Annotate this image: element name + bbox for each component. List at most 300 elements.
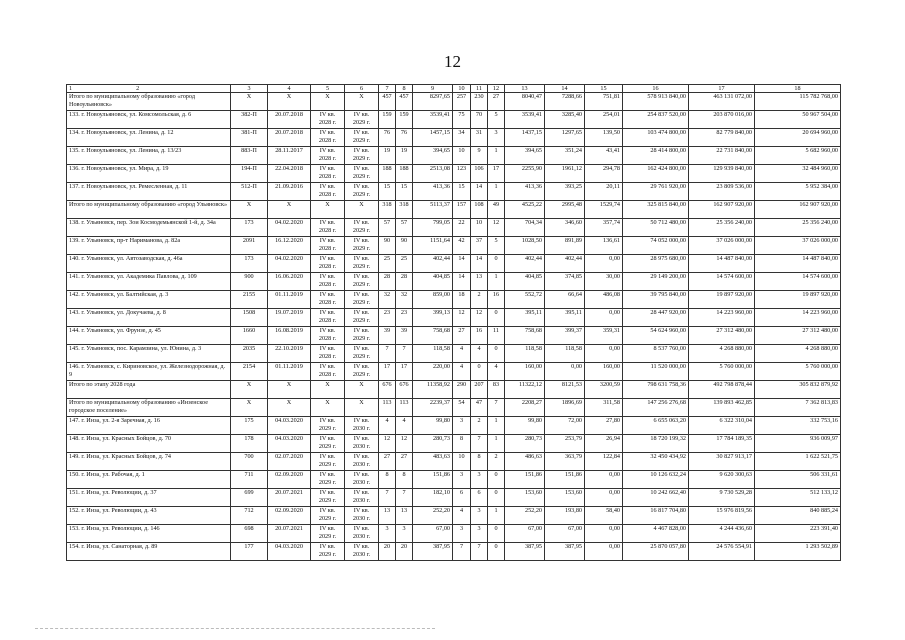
cell-c18: 14 574 600,00 [755,273,841,291]
cell-c12: 1 [488,183,505,201]
cell-c11: 0 [471,363,488,381]
cell-c7: 25 [379,255,396,273]
housing-program-table [66,84,841,561]
cell-c5: IV кв. 2028 г. [311,291,345,309]
cell-c12: 5 [488,111,505,129]
cell-c16: 28 975 680,00 [623,255,689,273]
cell-c5: IV кв. 2029 г. [311,435,345,453]
cell-c11: 6 [471,489,488,507]
cell-c18: 50 967 504,00 [755,111,841,129]
cell-c8: 76 [396,129,413,147]
cell-c11: 31 [471,129,488,147]
cell-c17: 139 893 462,85 [689,399,755,417]
cell-c15: 0,00 [585,309,623,327]
cell-c17: 492 798 878,44 [689,381,755,399]
cell-c8: 7 [396,489,413,507]
cell-c18: 5 682 960,00 [755,147,841,165]
table-row [67,255,841,273]
cell-c15: 20,11 [585,183,623,201]
cell-c4: 04.02.2020 [268,219,311,237]
cell-c14: 891,89 [545,237,585,255]
cell-c4: 28.11.2017 [268,147,311,165]
cell-c18: 162 907 920,00 [755,201,841,219]
table-total-row [67,381,841,399]
cell-c14: 402,44 [545,255,585,273]
table-row [67,345,841,363]
cell-c15: 30,00 [585,273,623,291]
cell-c14: 346,60 [545,219,585,237]
cell-c4: 22.10.2019 [268,345,311,363]
cell-c3: 194-П [231,165,268,183]
cell-c16: 32 450 434,92 [623,453,689,471]
cell-c3: 1508 [231,309,268,327]
cell-c16: 254 837 520,00 [623,111,689,129]
cell-c4: 04.03.2020 [268,435,311,453]
cell-c7: 676 [379,381,396,399]
cell-c3: 178 [231,435,268,453]
cell-c7: 7 [379,345,396,363]
cell-c16: 11 520 000,00 [623,363,689,381]
cell-c15: 311,58 [585,399,623,417]
table-row [67,525,841,543]
cell-c17: 23 809 536,00 [689,183,755,201]
cell-c8: 13 [396,507,413,525]
cell-c14: 153,60 [545,489,585,507]
cell-c12: 1 [488,507,505,525]
cell-c11: 16 [471,327,488,345]
cell-c6: IV кв. 2029 г. [345,327,379,345]
cell-c17: 22 731 840,00 [689,147,755,165]
cell-c15: 160,00 [585,363,623,381]
cell-c9: 118,58 [413,345,453,363]
cell-c7: 457 [379,93,396,111]
cell-c12: 0 [488,543,505,561]
cell-c8: 57 [396,219,413,237]
cell-c6: IV кв. 2030 г. [345,543,379,561]
cell-c4: 16.06.2020 [268,273,311,291]
cell-c13: 704,34 [505,219,545,237]
cell-c15: 1529,74 [585,201,623,219]
cell-c15: 294,78 [585,165,623,183]
column-number: 5 [311,85,345,93]
cell-c13: 280,73 [505,435,545,453]
cell-c12: 7 [488,399,505,417]
cell-c5: IV кв. 2029 г. [311,453,345,471]
cell-c9: 5113,37 [413,201,453,219]
cell-c5: IV кв. 2028 г. [311,255,345,273]
cell-c17: 129 939 840,00 [689,165,755,183]
cell-c6: X [345,93,379,111]
column-number: 12 [488,85,505,93]
cell-c11: 12 [471,309,488,327]
cell-c16: 16 817 704,80 [623,507,689,525]
cell-c8: 7 [396,345,413,363]
cell-c12: 2 [488,453,505,471]
cell-c6: IV кв. 2029 г. [345,237,379,255]
cell-c18: 506 331,61 [755,471,841,489]
cell-c8: 39 [396,327,413,345]
cell-c16: 4 467 828,00 [623,525,689,543]
table-row [67,489,841,507]
cell-c10: 54 [453,399,471,417]
cell-c15: 0,00 [585,255,623,273]
cell-c10: 10 [453,453,471,471]
address-cell: 137. г. Новоульяновск, ул. Ремесленная, д. 11 [67,183,231,201]
cell-c6: IV кв. 2029 г. [345,255,379,273]
cell-c9: 758,68 [413,327,453,345]
cell-c4: X [268,201,311,219]
cell-c5: IV кв. 2029 г. [311,525,345,543]
cell-c6: X [345,201,379,219]
address-cell: 136. г. Новоульяновск, ул. Мира, д. 19 [67,165,231,183]
cell-c15: 486,08 [585,291,623,309]
cell-c11: 106 [471,165,488,183]
table-row [67,417,841,435]
column-number: 15 [585,85,623,93]
cell-c7: 28 [379,273,396,291]
cell-c4: X [268,399,311,417]
cell-c17: 14 487 840,00 [689,255,755,273]
cell-c15: 136,61 [585,237,623,255]
table-row [67,309,841,327]
cell-c3: 1660 [231,327,268,345]
cell-c14: 8121,53 [545,381,585,399]
cell-c9: 1457,15 [413,129,453,147]
cell-c5: IV кв. 2028 г. [311,345,345,363]
cell-c17: 24 576 554,91 [689,543,755,561]
cell-c16: 10 126 632,24 [623,471,689,489]
page-number: 12 [444,52,461,71]
cell-c7: 8 [379,471,396,489]
cell-c6: IV кв. 2029 г. [345,219,379,237]
cell-c7: 57 [379,219,396,237]
cell-c7: 90 [379,237,396,255]
cell-c12: 1 [488,435,505,453]
cell-c9: 2513,08 [413,165,453,183]
cell-c13: 4525,22 [505,201,545,219]
cell-c4: X [268,381,311,399]
cell-c16: 162 424 800,00 [623,165,689,183]
cell-c11: 7 [471,543,488,561]
table-body [67,93,841,561]
table-row [67,111,841,129]
cell-c3: 2155 [231,291,268,309]
cell-c14: 393,25 [545,183,585,201]
cell-c17: 30 827 913,17 [689,453,755,471]
table-row [67,507,841,525]
cell-c9: 280,73 [413,435,453,453]
cell-c13: 1437,15 [505,129,545,147]
cell-c5: IV кв. 2028 г. [311,183,345,201]
cell-c3: 173 [231,255,268,273]
cell-c10: 14 [453,273,471,291]
cell-c13: 2255,90 [505,165,545,183]
address-cell: 147. г. Инза, ул. 2-я Заречная, д. 16 [67,417,231,435]
cell-c14: 72,00 [545,417,585,435]
cell-c12: 1 [488,417,505,435]
cell-c7: 19 [379,147,396,165]
cell-c5: IV кв. 2028 г. [311,165,345,183]
cell-c18: 1 293 502,89 [755,543,841,561]
cell-c3: 698 [231,525,268,543]
cell-c6: IV кв. 2030 г. [345,507,379,525]
cell-c14: 7288,66 [545,93,585,111]
cell-c8: 17 [396,363,413,381]
cell-c5: IV кв. 2028 г. [311,111,345,129]
cell-c13: 758,68 [505,327,545,345]
cell-c18: 936 009,97 [755,435,841,453]
cell-c6: IV кв. 2030 г. [345,417,379,435]
cell-c12: 11 [488,327,505,345]
cell-c16: 18 720 199,32 [623,435,689,453]
cell-c14: 0,00 [545,363,585,381]
table-row [67,147,841,165]
cell-c8: 113 [396,399,413,417]
cell-c18: 27 312 480,00 [755,327,841,345]
cell-c14: 374,85 [545,273,585,291]
cell-c16: 147 256 276,68 [623,399,689,417]
cell-c13: 11322,12 [505,381,545,399]
cell-c18: 840 885,24 [755,507,841,525]
address-cell: 134. г. Новоульяновск, ул. Ленина, д. 12 [67,129,231,147]
cell-c17: 15 976 819,56 [689,507,755,525]
cell-c6: IV кв. 2029 г. [345,345,379,363]
cell-c15: 122,84 [585,453,623,471]
cell-c3: 381-П [231,129,268,147]
address-cell: 144. г. Ульяновск, ул. Фрунзе, д. 45 [67,327,231,345]
cell-c3: 382-П [231,111,268,129]
cell-c9: 799,05 [413,219,453,237]
cell-c8: 28 [396,273,413,291]
cell-c14: 2995,48 [545,201,585,219]
cell-c15: 751,81 [585,93,623,111]
cell-c13: 1028,50 [505,237,545,255]
cell-c4: 22.04.2018 [268,165,311,183]
cell-c17: 82 779 840,00 [689,129,755,147]
cell-c6: X [345,381,379,399]
cell-c13: 3539,41 [505,111,545,129]
cell-c12: 5 [488,237,505,255]
cell-c17: 19 897 920,00 [689,291,755,309]
cell-c4: 20.07.2021 [268,525,311,543]
cell-c16: 798 631 758,36 [623,381,689,399]
cell-c11: 3 [471,471,488,489]
cell-c5: IV кв. 2029 г. [311,471,345,489]
cell-c4: 19.07.2019 [268,309,311,327]
cell-c3: 512-П [231,183,268,201]
cell-c14: 253,79 [545,435,585,453]
cell-c17: 14 223 960,00 [689,309,755,327]
cell-c17: 17 784 189,35 [689,435,755,453]
cell-c17: 6 322 310,04 [689,417,755,435]
cell-c16: 8 537 760,00 [623,345,689,363]
cell-c11: 4 [471,345,488,363]
column-number: 17 [689,85,755,93]
total-label: Итого по муниципальному образованию «город Новоульяновск» [67,93,231,111]
cell-c10: 27 [453,327,471,345]
cell-c6: IV кв. 2029 г. [345,111,379,129]
cell-c3: 2035 [231,345,268,363]
address-cell: 148. г. Инза, ул. Красных Бойцов, д. 70 [67,435,231,453]
cell-c10: 8 [453,435,471,453]
cell-c4: 04.03.2020 [268,543,311,561]
cell-c9: 483,63 [413,453,453,471]
cell-c11: 10 [471,219,488,237]
cell-c11: 14 [471,255,488,273]
cell-c5: X [311,201,345,219]
column-number: 1 2 [67,85,231,93]
cell-c4: 21.09.2016 [268,183,311,201]
cell-c9: 99,80 [413,417,453,435]
cell-c13: 153,60 [505,489,545,507]
cell-c18: 20 694 960,00 [755,129,841,147]
table-total-row [67,93,841,111]
cell-c15: 0,00 [585,345,623,363]
cell-c7: 318 [379,201,396,219]
cell-c11: 7 [471,435,488,453]
cell-c9: 387,95 [413,543,453,561]
cell-c9: 252,20 [413,507,453,525]
cell-c16: 578 913 840,00 [623,93,689,111]
cell-c10: 42 [453,237,471,255]
cell-c11: 9 [471,147,488,165]
total-label: Итого по муниципальному образованию «Инзенское городское поселение» [67,399,231,417]
cell-c7: 13 [379,507,396,525]
cell-c13: 395,11 [505,309,545,327]
table-row [67,165,841,183]
cell-c3: X [231,381,268,399]
cell-c12: 49 [488,201,505,219]
cell-c8: 8 [396,471,413,489]
cell-c15: 0,00 [585,525,623,543]
cell-c12: 83 [488,381,505,399]
cell-c13: 67,00 [505,525,545,543]
cell-c11: 47 [471,399,488,417]
cell-c15: 43,41 [585,147,623,165]
cell-c9: 399,13 [413,309,453,327]
address-cell: 146. г. Ульяновск, с. Кириновское, ул. Железнодорожная, д. 9 [67,363,231,381]
cell-c10: 4 [453,507,471,525]
cell-c8: 20 [396,543,413,561]
cell-c16: 28 447 920,00 [623,309,689,327]
cell-c5: IV кв. 2029 г. [311,417,345,435]
cell-c8: 4 [396,417,413,435]
cell-c4: 16.12.2020 [268,237,311,255]
address-cell: 153. г. Инза, ул. Революции, д. 146 [67,525,231,543]
cell-c18: 512 133,12 [755,489,841,507]
cell-c3: 177 [231,543,268,561]
cell-c6: IV кв. 2029 г. [345,291,379,309]
cell-c10: 6 [453,489,471,507]
cell-c11: 3 [471,507,488,525]
cell-c18: 7 362 813,83 [755,399,841,417]
cell-c13: 99,80 [505,417,545,435]
cell-c12: 16 [488,291,505,309]
cell-c17: 4 268 880,00 [689,345,755,363]
cell-c9: 402,44 [413,255,453,273]
cell-c7: 4 [379,417,396,435]
cell-c11: 70 [471,111,488,129]
cell-c5: X [311,399,345,417]
cell-c14: 3285,40 [545,111,585,129]
cell-c3: 700 [231,453,268,471]
cell-c3: X [231,93,268,111]
cell-c7: 23 [379,309,396,327]
cell-c10: 12 [453,309,471,327]
cell-c13: 413,36 [505,183,545,201]
cell-c8: 676 [396,381,413,399]
cell-c15: 359,31 [585,327,623,345]
cell-c3: 175 [231,417,268,435]
cell-c6: IV кв. 2029 г. [345,309,379,327]
cell-c18: 4 268 880,00 [755,345,841,363]
cell-c10: 3 [453,417,471,435]
cell-c15: 26,94 [585,435,623,453]
cell-c16: 74 052 000,00 [623,237,689,255]
cell-c18: 32 484 960,00 [755,165,841,183]
cell-c7: 17 [379,363,396,381]
cell-c10: 18 [453,291,471,309]
cell-c5: IV кв. 2028 г. [311,129,345,147]
cell-c5: IV кв. 2029 г. [311,489,345,507]
cell-c4: 02.09.2020 [268,471,311,489]
cell-c18: 5 760 000,00 [755,363,841,381]
cell-c13: 8040,47 [505,93,545,111]
cell-c12: 27 [488,93,505,111]
table-total-row [67,201,841,219]
cell-c6: X [345,399,379,417]
cell-c13: 2208,27 [505,399,545,417]
cell-c4: 02.09.2020 [268,507,311,525]
table-row [67,183,841,201]
cell-c12: 0 [488,255,505,273]
cell-c10: 7 [453,543,471,561]
cell-c3: 2091 [231,237,268,255]
cell-c10: 15 [453,183,471,201]
cell-c14: 118,58 [545,345,585,363]
address-cell: 143. г. Ульяновск, ул. Докучаева, д. 8 [67,309,231,327]
cell-c13: 552,72 [505,291,545,309]
cell-c18: 115 782 768,00 [755,93,841,111]
cell-c8: 12 [396,435,413,453]
cell-c9: 413,36 [413,183,453,201]
cell-c10: 75 [453,111,471,129]
column-number: 16 [623,85,689,93]
address-cell: 149. г. Инза, ул. Красных Бойцов, д. 74 [67,453,231,471]
cell-c12: 4 [488,363,505,381]
cell-c5: IV кв. 2028 г. [311,147,345,165]
cell-c7: 27 [379,453,396,471]
cell-c10: 157 [453,201,471,219]
cell-c8: 27 [396,453,413,471]
table-row [67,129,841,147]
total-label: Итого по муниципальному образованию «город Ульяновск» [67,201,231,219]
cell-c18: 37 026 000,00 [755,237,841,255]
cell-c17: 9 620 300,63 [689,471,755,489]
cell-c7: 39 [379,327,396,345]
address-cell: 145. г. Ульяновск, пос. Карамзина, ул. Юнина, д. 3 [67,345,231,363]
cell-c6: IV кв. 2030 г. [345,435,379,453]
cell-c10: 4 [453,363,471,381]
cell-c11: 37 [471,237,488,255]
cell-c11: 207 [471,381,488,399]
cell-c18: 14 223 960,00 [755,309,841,327]
cell-c13: 151,86 [505,471,545,489]
cell-c4: 01.11.2019 [268,291,311,309]
cell-c16: 54 624 960,00 [623,327,689,345]
cell-c18: 5 952 384,00 [755,183,841,201]
cell-c11: 14 [471,183,488,201]
